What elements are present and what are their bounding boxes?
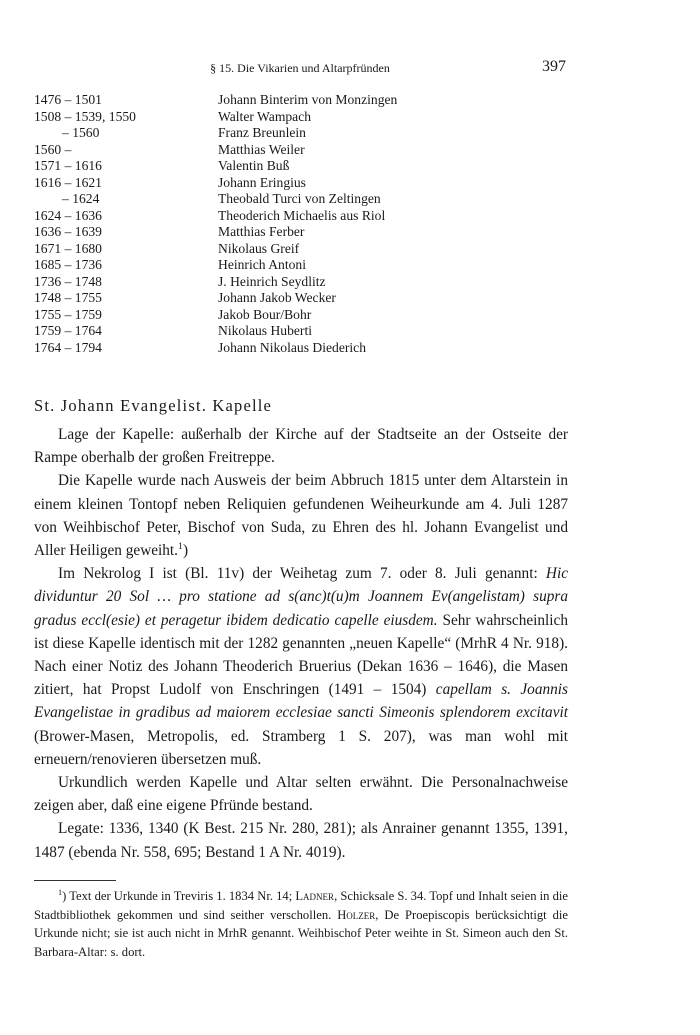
vicar-name: Jakob Bour/Bohr (218, 306, 312, 322)
footnote-ref[interactable]: 1 (178, 540, 183, 552)
vicar-name: Valentin Buß (218, 158, 290, 173)
vicar-name: Theobald Turci von Zeltingen (218, 191, 381, 206)
vicar-name: Johann Nikolaus Diederich (218, 339, 366, 355)
list-item (34, 323, 574, 340)
vicar-name: Walter Wampach (218, 108, 312, 124)
years: 1736 – 1748 (34, 273, 102, 289)
vicar-name: Franz Breunlein (218, 125, 306, 140)
years: 1748 – 1755 (34, 290, 102, 305)
years: 1764 – 1794 (34, 339, 102, 355)
vicar-name: J. Heinrich Seydlitz (218, 273, 326, 289)
latin-quote: Hic dividuntur 20 Sol … pro statione ad s(anc)t(u)m Joannem Ev(angelistam) supra gradus eccl(esie) et peragetur ibidem dedicatio capelle eiusdem. (34, 565, 568, 629)
paragraph: Legate: 1336, 1340 (K Best. 215 Nr. 280, 281); als Anrainer genannt 1355, 1391, 1487 (ebenda Nr. 558, 695; Bestand 1 A Nr. 4019). (34, 820, 568, 861)
vicar-name: Matthias Weiler (218, 141, 305, 157)
list-item (34, 208, 574, 225)
author-name: Holzer (337, 907, 376, 922)
list-item (34, 175, 574, 192)
years: 1616 – 1621 (34, 174, 102, 190)
vicar-name: Matthias Ferber (218, 224, 305, 239)
list-item (34, 191, 574, 208)
vicar-list (34, 92, 574, 356)
years: 1476 – 1501 (34, 92, 102, 107)
years: 1624 – 1636 (34, 207, 102, 223)
paragraph: Die Kapelle wurde nach Ausweis der beim Abbruch 1815 unter dem Altarstein in einem kleinen Tontopf neben Reliquien gefundenen Weiheurkunde am 4. Juli 1287 von Weihbischof Peter, Bischof von Suda, zu Ehren des hl. Johann Evangelist und Aller Heiligen geweiht.$^1$) (34, 472, 568, 560)
years: 1755 – 1759 (34, 306, 102, 322)
years: – 1624 (62, 191, 100, 206)
vicar-name: Nikolaus Greif (218, 240, 300, 256)
paragraph: Im Nekrolog I ist (Bl. 11v) der Weihetag zum 7. oder 8. Juli genannt: Hic dividuntur 20 Sol … pro statione ad s(anc)t(u)m Joannem Ev(angelistam) supra gradus eccl(esie) et peragetur ibidem dedicatio capelle eiusdem. Sehr wahrscheinlich ist diese Kapelle identisch mit der 1282 genannten „neuen Kapelle“ (MrhR 4 Nr. 918). Nach einer Notiz des Johann Theoderich Bruerius (Dekan 1636 – 1646), die Masen zitiert, hat Propst Ludolf von Enschringen (1491 – 1504) capellam s. Joannis Evangelistae in gradibus ad maiorem ecclesiae sancti Simeonis splendorem excitavit (Brower-Masen, Metropolis, ed. Stramberg 1 S. 207), was man wohl mit erneuern/renovieren übersetzen muß. (34, 565, 568, 768)
list-item (34, 257, 574, 274)
vicar-name: Johann Eringius (218, 174, 306, 190)
years: 1571 – 1616 (34, 158, 102, 173)
vicar-name: Nikolaus Huberti (218, 323, 313, 338)
list-item (34, 92, 574, 109)
author-name: Ladner (295, 889, 335, 903)
vicar-name: Theoderich Michaelis aus Riol (218, 207, 386, 223)
years: 1560 – (34, 141, 72, 157)
footnote: $^1$) Text der Urkunde in Treviris 1. 1834 Nr. 14; Ladner, Schicksale S. 34. Topf und Inhalt seien in die Stadtbibliothek gekommen und sind seither verschollen. Holzer, De Proepiscopis berücksichtigt die Urkunde nicht; sie ist auch nicht in MrhR genannt. Weihbischof Peter weihte in St. Simeon auch den St. Barbara-Altar: s. dort. (34, 887, 568, 959)
years: 1671 – 1680 (34, 240, 102, 256)
list-item (34, 241, 574, 258)
footnote-marker: 1 (58, 887, 63, 897)
running-title: § 15. Die Vikarien und Altarpfründen (210, 61, 390, 75)
vicar-name: Johann Jakob Wecker (218, 290, 336, 305)
years: 1759 – 1764 (34, 323, 102, 338)
section-heading: St. Johann Evangelist. Kapelle (34, 396, 273, 415)
section-body (34, 423, 568, 864)
list-item (34, 142, 574, 159)
list-item (34, 290, 574, 307)
vicar-name: Johann Binterim von Monzingen (218, 92, 398, 107)
list-item (34, 224, 574, 241)
list-item (34, 109, 574, 126)
list-item (34, 274, 574, 291)
page-number: 397 (542, 58, 566, 75)
running-header (34, 58, 566, 80)
years: 1636 – 1639 (34, 224, 102, 239)
latin-quote: capellam s. Joannis Evangelistae in gradibus ad maiorem ecclesiae sancti Simeonis splendorem excitavit (34, 681, 568, 722)
paragraph: Urkundlich werden Kapelle und Altar selten erwähnt. Die Personalnachweise zeigen aber, daß eine eigene Pfründe bestand. (34, 774, 568, 815)
years: 1685 – 1736 (34, 257, 102, 272)
years: 1508 – 1539, 1550 (34, 108, 136, 124)
list-item (34, 307, 574, 324)
footnote-divider (34, 880, 116, 881)
list-item (34, 340, 574, 357)
paragraph: Lage der Kapelle: außerhalb der Kirche auf der Stadtseite an der Ostseite der Rampe oberhalb der großen Freitreppe. (34, 426, 568, 467)
years: – 1560 (62, 125, 100, 140)
list-item (34, 158, 574, 175)
vicar-name: Heinrich Antoni (218, 257, 306, 272)
list-item (34, 125, 574, 142)
